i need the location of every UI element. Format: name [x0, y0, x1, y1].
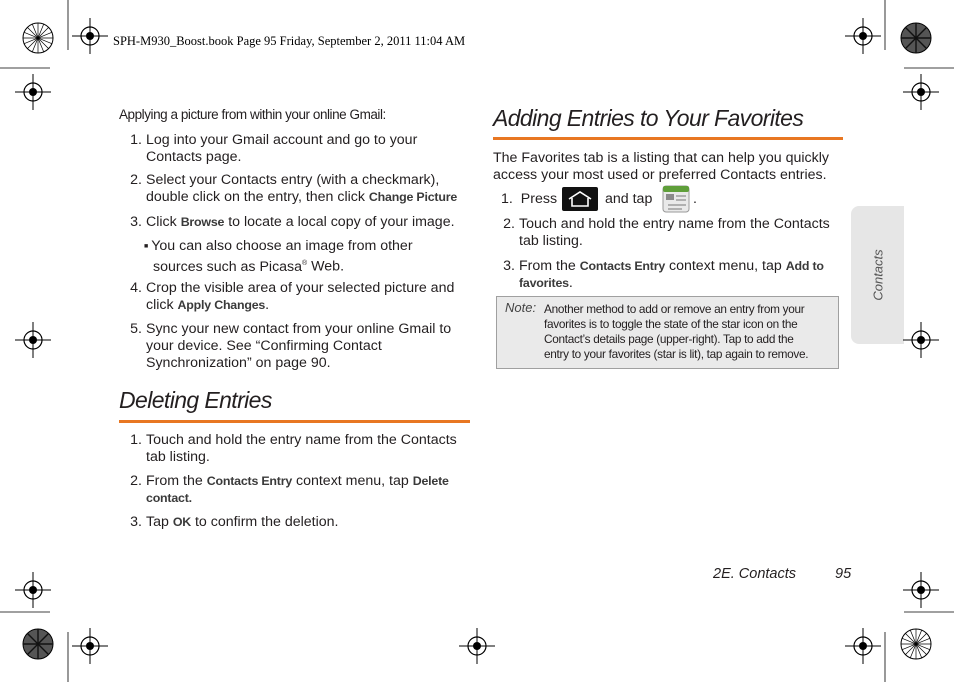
- home-key-icon: [562, 187, 598, 211]
- footer-section: 2E. Contacts: [713, 566, 797, 582]
- favorites-keyword: favorites: [519, 276, 569, 290]
- contacts-entry-keyword: Contacts Entry: [206, 474, 293, 488]
- section-side-tab-label: Contacts: [870, 249, 886, 301]
- registration-target-icon: [459, 628, 495, 664]
- list-item: 1. Log into your Gmail account and go to your Contacts page.: [130, 132, 418, 165]
- list-item: 3. From the Contacts Entry context menu, tap Add to favorites.: [503, 258, 824, 291]
- bullet-square-icon: ■: [144, 243, 149, 250]
- registration-target-icon: [903, 322, 939, 358]
- contacts-app-icon: [662, 185, 690, 213]
- favorites-step-1: 1. Press: [501, 191, 558, 207]
- ok-keyword: OK: [172, 515, 192, 529]
- favorites-step-1-end: .: [693, 191, 697, 207]
- deleting-entries-heading: Deleting Entries: [119, 387, 272, 413]
- browse-keyword: Browse: [180, 215, 225, 229]
- registration-target-icon: [72, 628, 108, 664]
- picasa-bullet: ■ You can also choose an image from other sources such as Picasa® Web.: [144, 238, 413, 275]
- list-item: 3. Tap OK to confirm the deletion.: [130, 514, 339, 530]
- list-item: 2. From the Contacts Entry context menu, tap Delete contact.: [130, 473, 449, 505]
- note-label: Note:: [505, 300, 537, 315]
- contact-keyword: contact.: [146, 491, 192, 505]
- deleting-steps: [128, 432, 473, 534]
- registration-sunburst-icon: [899, 627, 933, 661]
- registration-target-icon: [845, 18, 881, 54]
- apply-changes-keyword: Apply Changes: [177, 298, 266, 312]
- registration-target-icon: [845, 628, 881, 664]
- list-item: 2. Select your Contacts entry (with a checkmark), double click on the entry, then click Change Picture: [130, 172, 458, 205]
- page-number: 95: [835, 566, 852, 582]
- gmail-picture-steps: [128, 132, 473, 236]
- registration-sunburst-icon: [899, 21, 933, 55]
- add-to-keyword: Add to: [785, 259, 824, 273]
- change-picture-keyword: Change Picture: [368, 190, 458, 204]
- registration-sunburst-icon: [21, 627, 55, 661]
- list-item: 4. Crop the visible area of your selected picture and click Apply Changes.: [130, 280, 455, 313]
- registration-target-icon: [15, 74, 51, 110]
- favorites-step-1-mid: and tap: [605, 191, 653, 207]
- registration-target-icon: [903, 74, 939, 110]
- registration-target-icon: [15, 322, 51, 358]
- print-header: SPH-M930_Boost.book Page 95 Friday, September 2, 2011 11:04 AM: [113, 34, 466, 48]
- delete-keyword: Delete: [412, 474, 449, 488]
- contacts-entry-keyword: Contacts Entry: [579, 259, 666, 273]
- list-item: 2. Touch and hold the entry name from the Contacts tab listing.: [503, 216, 830, 249]
- favorites-intro: The Favorites tab is a listing that can help you quickly access your most used or preferred Contacts entries.: [493, 150, 829, 183]
- gmail-picture-intro: Applying a picture from within your online Gmail:: [119, 107, 386, 122]
- heading-rule: [119, 420, 470, 423]
- registration-target-icon: [15, 572, 51, 608]
- list-item: 1. Touch and hold the entry name from the Contacts tab listing.: [130, 432, 457, 465]
- favorites-heading: Adding Entries to Your Favorites: [493, 105, 804, 131]
- list-item: 5. Sync your new contact from your online Gmail to your device. See “Confirming Contact Synchronization” on page 90.: [130, 321, 452, 371]
- list-item: 3. Click Browse to locate a local copy of your image.: [130, 214, 455, 230]
- heading-rule: [493, 137, 843, 140]
- registration-target-icon: [72, 18, 108, 54]
- gmail-picture-steps-continued: [128, 280, 473, 372]
- registration-target-icon: [903, 572, 939, 608]
- note-text: Another method to add or remove an entry from your favorites is to toggle the state of the star icon on the Contact’s details page (upper-right). Tap to add the entry to your favorites (star is lit), tap again to remove.: [544, 302, 809, 361]
- registration-sunburst-icon: [21, 21, 55, 55]
- favorites-steps: [501, 216, 846, 298]
